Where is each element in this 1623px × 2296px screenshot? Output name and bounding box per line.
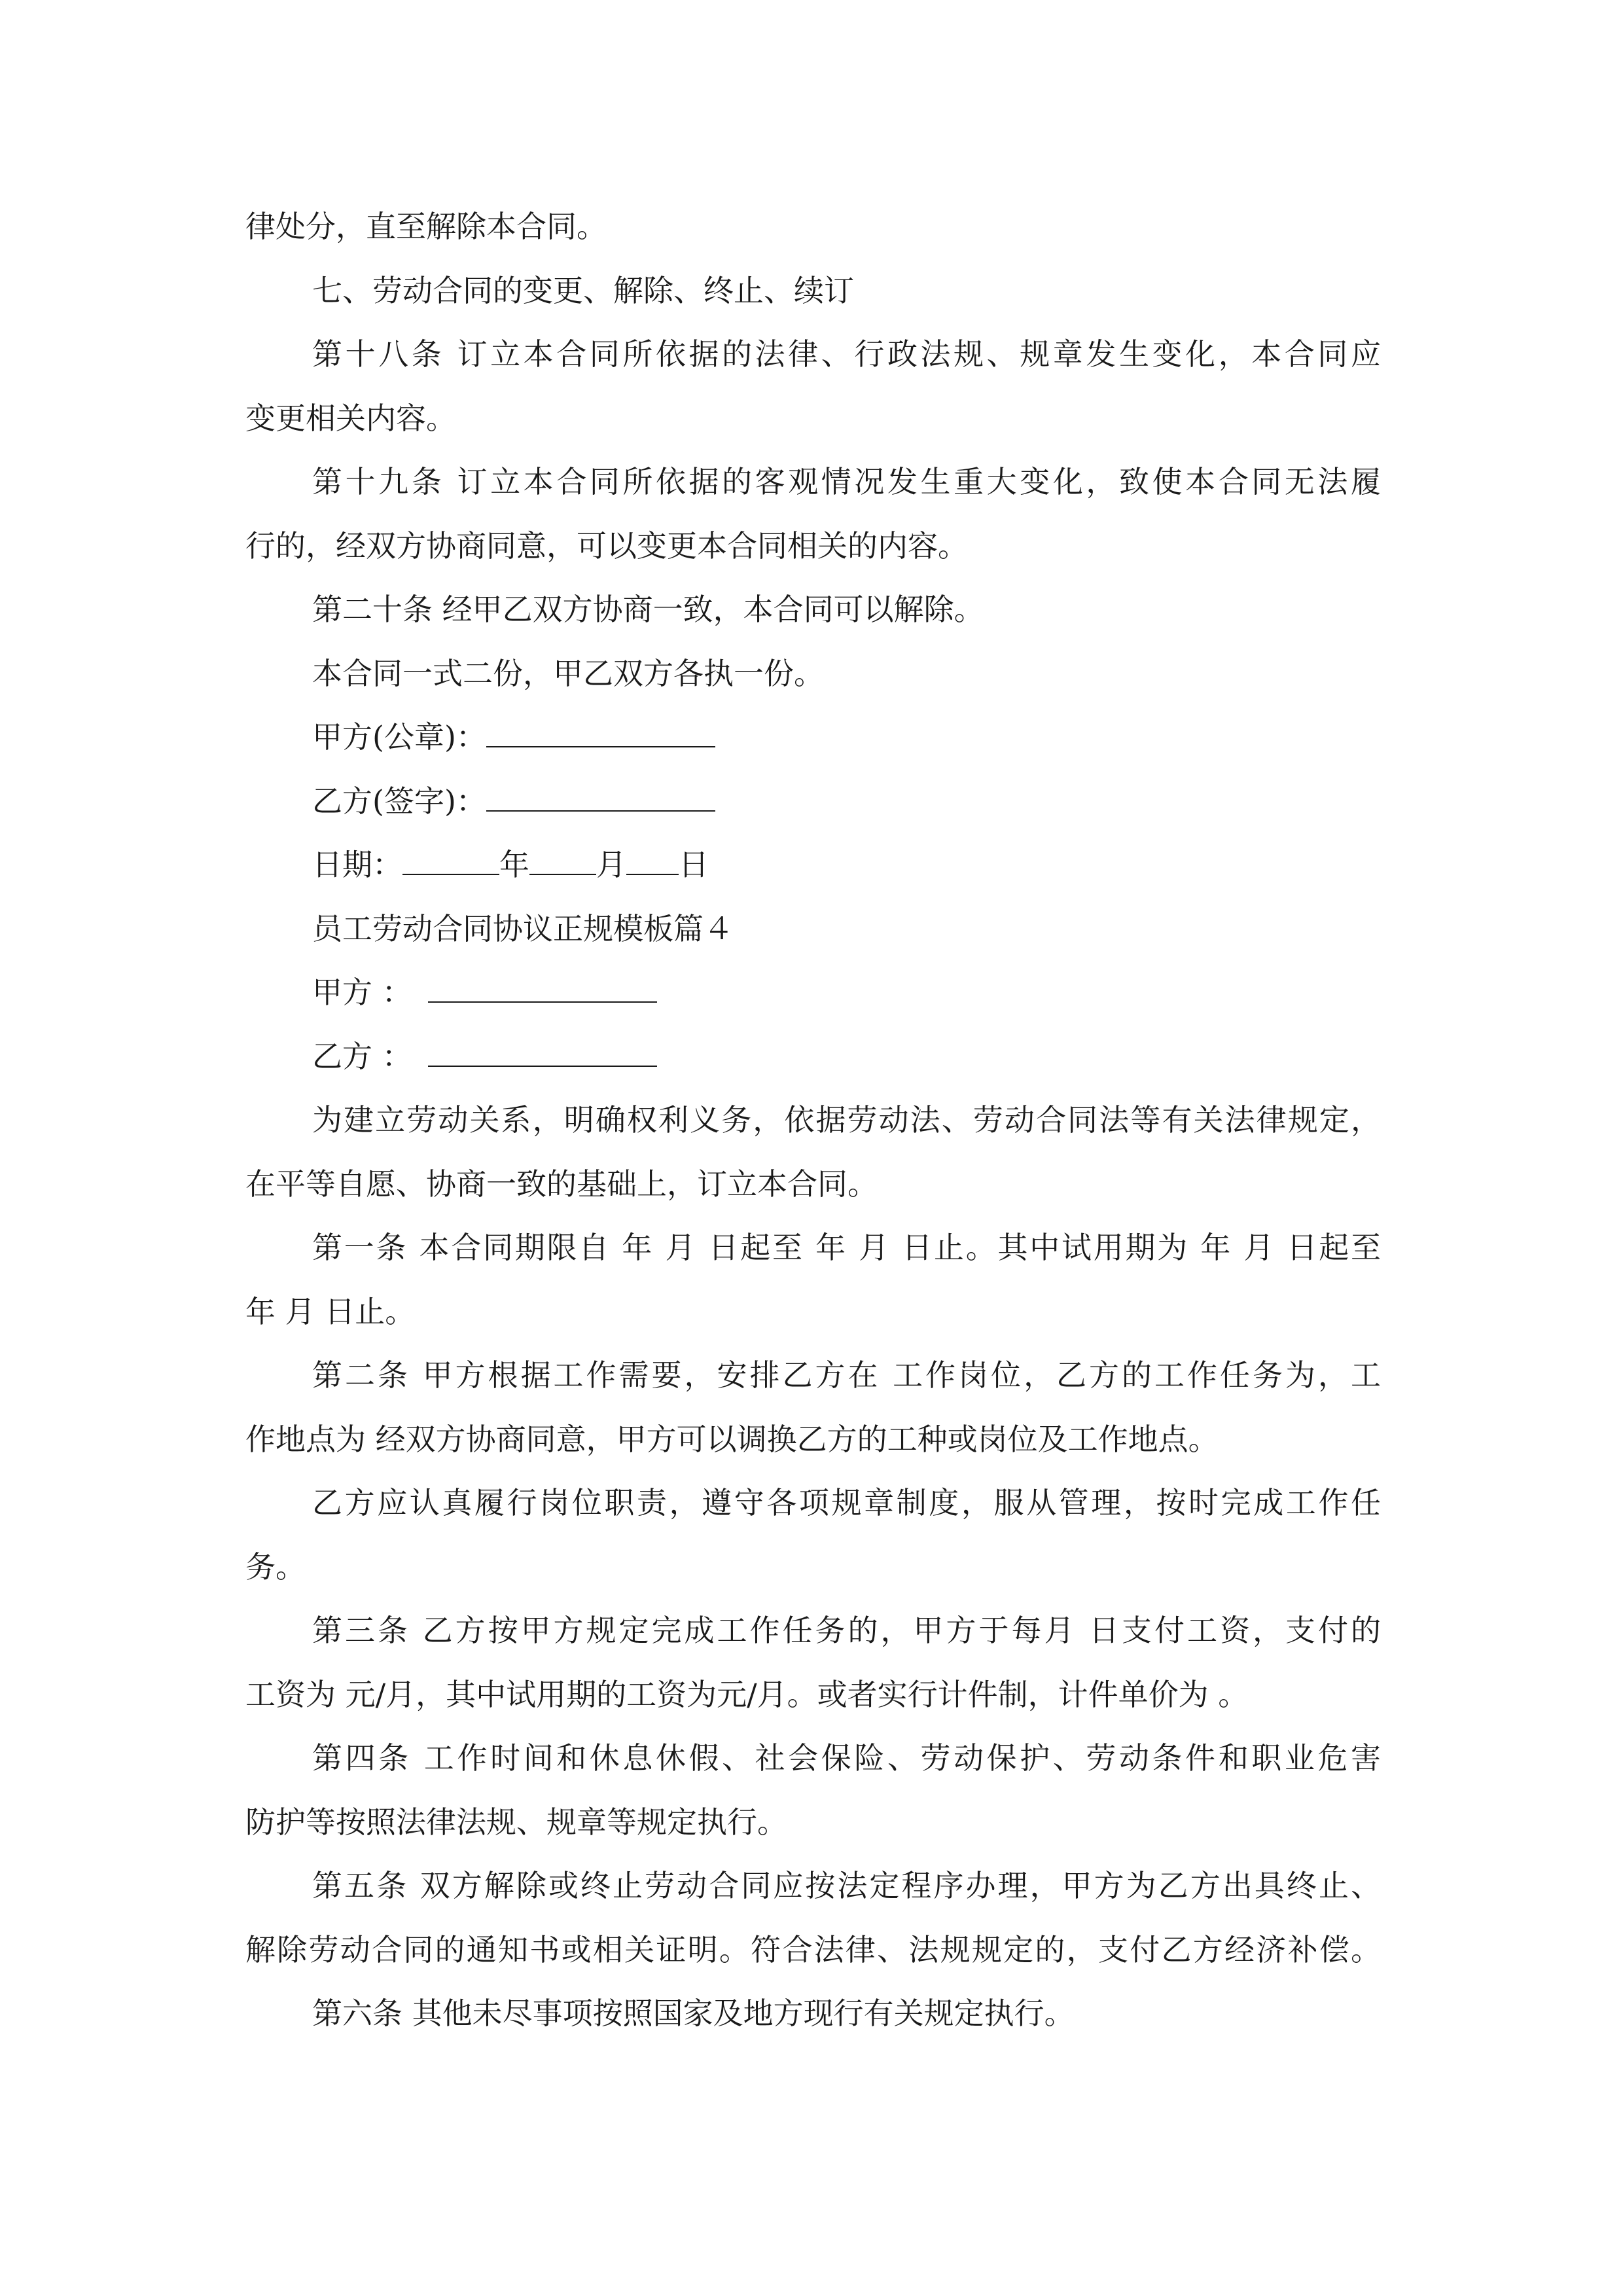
text-line: 第二条 甲方根据工作需要，安排乙方在 工作岗位，乙方的工作任务为，工 [312,1357,1381,1393]
date-year-label: 年 [499,847,529,882]
text-line: 防护等按照法律法规、规章等规定执行。 [245,1804,787,1840]
text-line: 律处分，直至解除本合同。 [245,209,607,244]
text-line: 工资为 元/月，其中试用期的工资为元/月。或者实行计件制，计件单价为 。 [245,1676,1249,1712]
text-line: 解除劳动合同的通知书或相关证明。符合法律、法规规定的，支付乙方经济补偿。 [245,1931,1381,1967]
section-title: 员工劳动合同协议正规模板篇４ [312,910,734,946]
text-line: 务。 [245,1549,306,1585]
text-line: 为建立劳动关系，明确权利义务，依据劳动法、劳动合同法等有关法律规定， [312,1102,1381,1138]
text-line: 第五条 双方解除或终止劳动合同应按法定程序办理，甲方为乙方出具终止、 [312,1868,1381,1903]
text-line: 行的，经双方协商同意，可以变更本合同相关的内容。 [245,528,968,564]
section-heading: 七、劳动合同的变更、解除、终止、续订 [312,272,854,308]
text-line: 第十八条 订立本合同所依据的法律、行政法规、规章发生变化，本合同应 [312,336,1381,372]
text-line: 变更相关内容。 [245,400,456,436]
date-month-label: 月 [596,847,626,882]
date-day-blank[interactable] [626,850,679,875]
text-line: 第十九条 订立本合同所依据的客观情况发生重大变化，致使本合同无法履 [312,464,1381,499]
date-line [245,833,1381,897]
party-a-seal-blank[interactable] [486,723,715,747]
party-b-sign-blank[interactable] [486,787,715,812]
text-line: 第六条 其他未尽事项按照国家及地方现行有关规定执行。 [312,1996,1075,2031]
date-month-blank[interactable] [529,850,596,875]
date-day-label: 日 [679,847,709,882]
party-a-seal-label: 甲方(公章)： [312,719,486,755]
party-a-label: 甲方 ： [312,975,412,1010]
party-b-sign-label: 乙方(签字)： [312,783,486,819]
party-b-sign-line [245,770,1381,834]
party-a-line [245,961,1381,1025]
text-line: 年 月 日止。 [245,1293,416,1329]
text-line: 第一条 本合同期限自 年 月 日起至 年 月 日止。其中试用期为 年 月 日起至 [312,1230,1381,1265]
date-year-blank[interactable] [402,850,499,875]
party-a-seal-line [245,706,1381,770]
party-b-blank[interactable] [428,1042,657,1067]
document-body [245,195,1381,2046]
party-b-label: 乙方 ： [312,1038,412,1074]
text-line: 第三条 乙方按甲方规定完成工作任务的，甲方于每月 日支付工资，支付的 [312,1613,1381,1648]
text-line: 乙方应认真履行岗位职责，遵守各项规章制度，服从管理，按时完成工作任 [312,1485,1381,1520]
text-line: 第二十条 经甲乙双方协商一致，本合同可以解除。 [312,592,984,627]
text-line: 在平等自愿、协商一致的基础上，订立本合同。 [245,1166,878,1202]
text-line: 本合同一式二份，甲乙双方各执一份。 [312,655,824,691]
text-line: 第四条 工作时间和休息休假、社会保险、劳动保护、劳动条件和职业危害 [312,1740,1381,1776]
text-line: 作地点为 经双方协商同意，甲方可以调换乙方的工种或岗位及工作地点。 [245,1421,1219,1457]
party-a-blank[interactable] [428,978,657,1003]
date-label: 日期： [312,847,402,882]
party-b-line [245,1025,1381,1089]
